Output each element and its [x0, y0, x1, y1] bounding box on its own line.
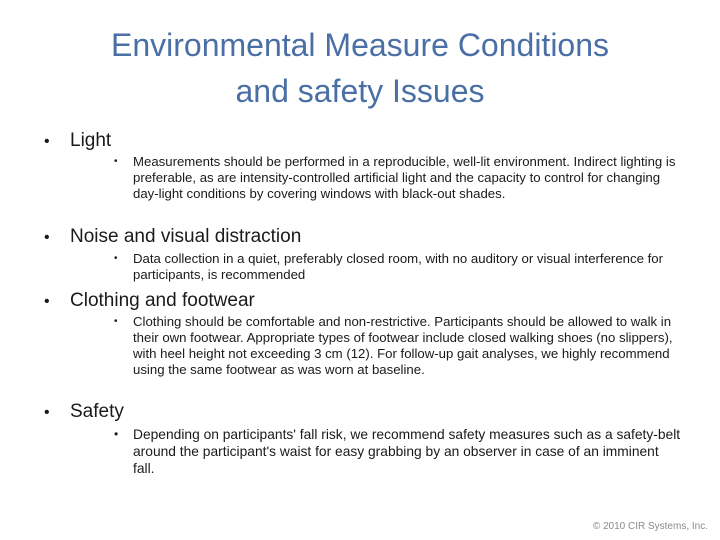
bullet-icon: • — [44, 293, 50, 310]
section-heading-text: Clothing and footwear — [70, 290, 255, 311]
sub-bullet-icon: • — [114, 253, 118, 264]
section-detail-text: Data collection in a quiet, preferably closed room, with no auditory or visual interference for participants, is recommended — [133, 251, 663, 282]
section-detail-text: Measurements should be performed in a reproducible, well-lit environment. Indirect lighting is preferable, as are intensity-controlled artificial light and the capacity to control for changing day-light conditions by covering windows with black-out shades. — [133, 154, 676, 201]
section-heading-clothing — [44, 290, 255, 313]
section-detail-clothing — [108, 314, 683, 378]
section-heading-text: Safety — [70, 401, 124, 422]
sub-bullet-icon: • — [114, 427, 119, 441]
section-heading-noise — [44, 226, 301, 249]
bullet-icon: • — [44, 133, 50, 150]
section-heading-safety — [44, 401, 124, 424]
section-heading-text: Noise and visual distraction — [70, 226, 302, 247]
section-detail-noise — [108, 251, 683, 283]
copyright-footer: © 2010 CIR Systems, Inc. — [592, 521, 708, 532]
slide-title — [40, 22, 680, 114]
title-line-1: Environmental Measure Conditions — [110, 27, 610, 63]
section-detail-light — [108, 154, 683, 202]
title-line-2: and safety Issues — [235, 73, 485, 109]
sub-bullet-icon: • — [114, 316, 118, 327]
section-heading-light — [44, 130, 111, 153]
sub-bullet-icon: • — [114, 156, 118, 167]
section-heading-text: Light — [70, 130, 112, 151]
section-detail-text: Depending on participants' fall risk, we recommend safety measures such as a safety-belt around the participant's waist for easy grabbing by an observer in case of an imminent fall. — [133, 427, 681, 476]
bullet-icon: • — [44, 229, 50, 246]
section-detail-safety — [108, 426, 683, 477]
section-detail-text: Clothing should be comfortable and non-restrictive. Participants should be allowed to walk in their own footwear. Appropriate types of footwear include closed walking shoes (no slippers), with heel height not exceeding 3 cm (12). For follow-up gait analyses, we highly recommend using the same footwear as was worn at baseline. — [133, 314, 673, 377]
bullet-icon: • — [44, 404, 50, 421]
